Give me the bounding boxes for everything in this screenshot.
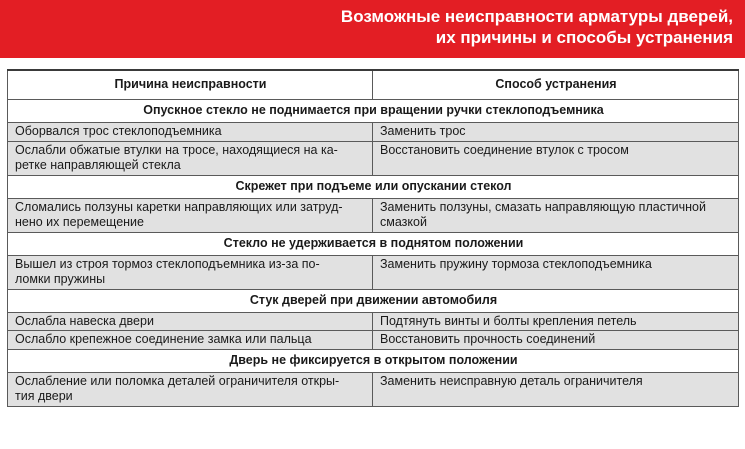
table-row — [8, 331, 739, 350]
page-title — [341, 6, 733, 48]
title-banner — [0, 0, 745, 58]
section-title: Опускное стекло не поднимается при вращении ручки стеклоподъемника — [8, 100, 739, 123]
cause-cell: Ослабление или поломка деталей ограничителя откры- тия двери — [8, 372, 373, 406]
remedy-cell: Восстановить прочность соединений — [373, 331, 739, 350]
section-header-row — [8, 289, 739, 312]
table-header-row — [8, 70, 739, 100]
section-header-row — [8, 100, 739, 123]
table-row — [8, 255, 739, 289]
cause-cell: Вышел из строя тормоз стеклоподъемника из-за по- ломки пружины — [8, 255, 373, 289]
section-header-row — [8, 232, 739, 255]
section-title: Дверь не фиксируется в открытом положении — [8, 349, 739, 372]
table-row — [8, 141, 739, 175]
section-title: Скрежет при подъеме или опускании стекол — [8, 175, 739, 198]
table-row — [8, 198, 739, 232]
title-line-2: их причины и способы устранения — [435, 28, 733, 47]
table-row — [8, 372, 739, 406]
column-header-cause: Причина неисправности — [8, 70, 373, 100]
remedy-cell: Подтянуть винты и болты крепления петель — [373, 312, 739, 331]
cause-cell: Ослабла навеска двери — [8, 312, 373, 331]
cause-cell: Сломались ползуны каретки направляющих или затруд- нено их перемещение — [8, 198, 373, 232]
faults-table — [7, 69, 739, 407]
remedy-cell: Заменить неисправную деталь ограничителя — [373, 372, 739, 406]
section-title: Стук дверей при движении автомобиля — [8, 289, 739, 312]
column-header-remedy: Способ устранения — [373, 70, 739, 100]
remedy-cell: Заменить трос — [373, 123, 739, 142]
remedy-cell: Заменить ползуны, смазать направляющую пластичной смазкой — [373, 198, 739, 232]
title-line-1: Возможные неисправности арматуры дверей, — [340, 7, 733, 26]
table-body — [8, 100, 739, 407]
table-row — [8, 312, 739, 331]
cause-cell: Ослабли обжатые втулки на тросе, находящиеся на ка- ретке направляющей стекла — [8, 141, 373, 175]
cause-cell: Оборвался трос стеклоподъемника — [8, 123, 373, 142]
section-header-row — [8, 349, 739, 372]
section-title: Стекло не удерживается в поднятом положении — [8, 232, 739, 255]
section-header-row — [8, 175, 739, 198]
remedy-cell: Заменить пружину тормоза стеклоподъемника — [373, 255, 739, 289]
cause-cell: Ослабло крепежное соединение замка или пальца — [8, 331, 373, 350]
table-row — [8, 123, 739, 142]
remedy-cell: Восстановить соединение втулок с тросом — [373, 141, 739, 175]
